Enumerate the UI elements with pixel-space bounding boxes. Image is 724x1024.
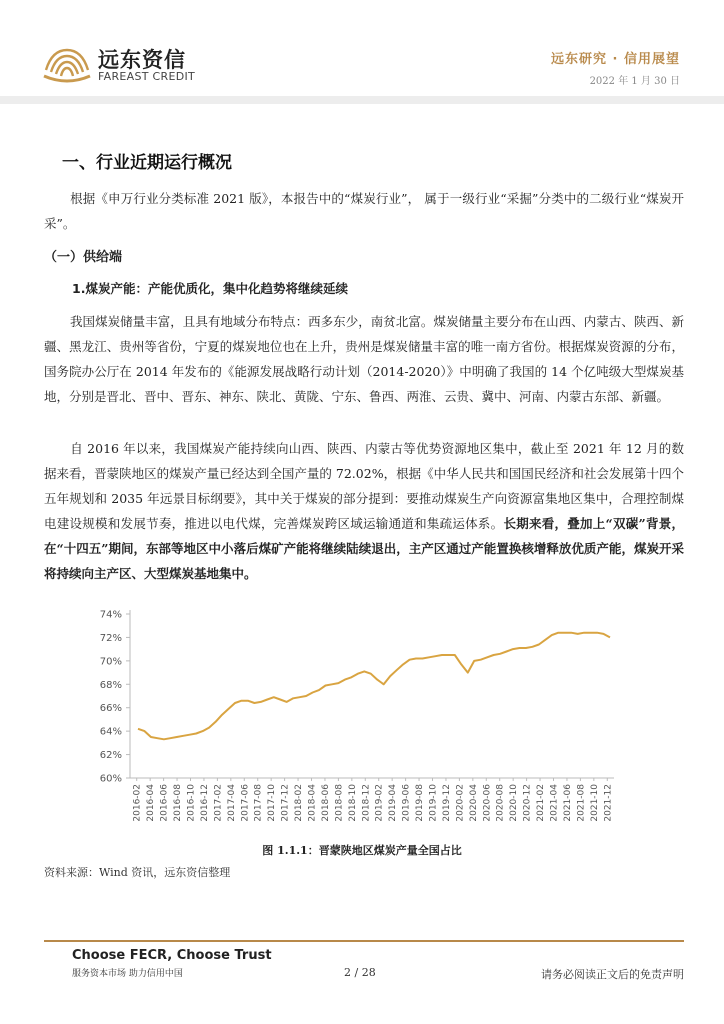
x-tick-label: 2021-10 — [589, 784, 600, 822]
fareast-logo-icon — [42, 42, 92, 86]
x-tick-label: 2016-10 — [186, 784, 197, 822]
coal-share-line-chart — [84, 598, 644, 838]
x-tick-label: 2017-10 — [267, 784, 278, 822]
x-tick-label: 2019-08 — [415, 784, 426, 822]
x-tick-label: 2020-04 — [468, 784, 479, 822]
y-tick-label: 60% — [99, 773, 122, 785]
subsection-title: （一）供给端 — [44, 250, 123, 265]
x-tick-label: 2018-04 — [307, 784, 318, 822]
footer-subslogan: 服务资本市场 助力信用中国 — [72, 969, 183, 979]
y-tick-label: 70% — [99, 656, 122, 668]
x-tick-label: 2016-02 — [132, 784, 143, 822]
footer-divider — [44, 940, 684, 942]
x-tick-label: 2021-02 — [536, 784, 547, 822]
paragraph-reserves — [44, 309, 684, 409]
x-tick-label: 2017-08 — [253, 784, 264, 822]
brand-name-en: FAREAST CREDIT — [98, 70, 196, 83]
y-tick-label: 72% — [99, 632, 122, 644]
x-tick-label: 2018-12 — [361, 784, 372, 822]
x-tick-label: 2017-12 — [280, 784, 291, 822]
x-tick-label: 2016-04 — [146, 784, 157, 822]
y-tick-label: 74% — [99, 609, 122, 621]
report-date: 2022 年 1 月 30 日 — [589, 76, 680, 87]
x-tick-label: 2020-10 — [509, 784, 520, 822]
footer-disclaimer: 请务必阅读正文后的免责声明 — [541, 968, 684, 981]
x-tick-label: 2020-02 — [455, 784, 466, 822]
paragraph-concentration-bold: 长期来看，叠加上“双碳”背景，在“十四五”期间，东部等地区中小落后煤矿产能将继续陆续退出，主产区通过产能置换核增释放优质产能，煤炭开采将持续向主产区、大型煤炭基地集中。 — [44, 516, 684, 581]
intro-text: 根据《申万行业分类标准 2021 版》，本报告中的“煤炭行业”， 属于一级行业“采掘”分类中的二级行业“煤炭开采”。 — [44, 191, 684, 231]
x-tick-label: 2017-06 — [240, 784, 251, 822]
section-title: 一、行业近期运行概况 — [62, 153, 232, 173]
brand-name: 远东资信 — [98, 48, 186, 72]
chart-caption: 图 1.1.1：晋蒙陕地区煤炭产量全国占比 — [262, 844, 462, 857]
x-tick-label: 2016-12 — [199, 784, 210, 822]
x-tick-label: 2019-12 — [441, 784, 452, 822]
y-tick-label: 66% — [99, 703, 122, 715]
y-tick-label: 62% — [99, 750, 122, 762]
series-line — [138, 633, 610, 740]
paragraph-reserves-text: 我国煤炭储量丰富，且具有地域分布特点：西多东少，南贫北富。煤炭储量主要分布在山西、内蒙古、陕西、新疆、黑龙江、贵州等省份，宁夏的煤炭地位也在上升，贵州是煤炭储量丰富的唯一南方省份。根据煤炭资源的分布，国务院办公厅在 2014 年发布的《能源发展战略行动计划（2014-2020）》中明确了我国的 14 个亿吨级大型煤炭基地，分别是晋北、晋中、晋东、神东、陕北、黄陇、宁东、鲁西、两淮、云贵、冀中、河南、内蒙古东部、新疆。 — [44, 314, 684, 404]
x-tick-label: 2018-08 — [334, 784, 345, 822]
intro-paragraph — [44, 186, 684, 236]
header-divider — [0, 96, 724, 104]
report-column: 远东研究 · 信用展望 — [551, 52, 680, 67]
x-tick-label: 2019-10 — [428, 784, 439, 822]
x-tick-label: 2018-06 — [320, 784, 331, 822]
x-tick-label: 2020-12 — [522, 784, 533, 822]
chart-source: 资料来源：Wind 资讯，远东资信整理 — [44, 866, 231, 879]
x-tick-label: 2018-02 — [294, 784, 305, 822]
x-tick-label: 2021-08 — [576, 784, 587, 822]
paragraph-concentration — [44, 436, 684, 586]
x-tick-label: 2019-04 — [388, 784, 399, 822]
x-tick-label: 2019-02 — [374, 784, 385, 822]
x-tick-label: 2016-06 — [159, 784, 170, 822]
subsubsection-title: 1.煤炭产能：产能优质化，集中化趋势将继续延续 — [72, 281, 348, 296]
x-tick-label: 2018-10 — [347, 784, 358, 822]
paragraph-concentration-text: 自 2016 年以来，我国煤炭产能持续向山西、陕西、内蒙古等优势资源地区集中，截止至 2021 年 12 月的数据来看，晋蒙陕地区的煤炭产量已经达到全国产量的 72.02%，根据《中华人民共和国国民经济和社会发展第十四个五年规划和 2035 年远景目标纲要》，其中关于煤炭的部分提到：要推动煤炭生产向资源富集地区集中，合理控制煤电建设规模和发展节奏，推进以电代煤，完善煤炭跨区域运输通道和集疏运体系。 — [44, 441, 684, 531]
x-tick-label: 2016-08 — [173, 784, 184, 822]
x-tick-label: 2021-12 — [603, 784, 614, 822]
x-tick-label: 2020-08 — [495, 784, 506, 822]
x-tick-label: 2017-02 — [213, 784, 224, 822]
x-tick-label: 2017-04 — [226, 784, 237, 822]
x-tick-label: 2021-04 — [549, 784, 560, 822]
footer-slogan: Choose FECR, Choose Trust — [72, 948, 272, 963]
x-tick-label: 2019-06 — [401, 784, 412, 822]
y-tick-label: 68% — [99, 679, 122, 691]
page-number: 2 / 28 — [344, 966, 376, 979]
x-tick-label: 2020-06 — [482, 784, 493, 822]
x-tick-label: 2021-06 — [562, 784, 573, 822]
page-header — [0, 0, 724, 100]
y-tick-label: 64% — [99, 726, 122, 738]
